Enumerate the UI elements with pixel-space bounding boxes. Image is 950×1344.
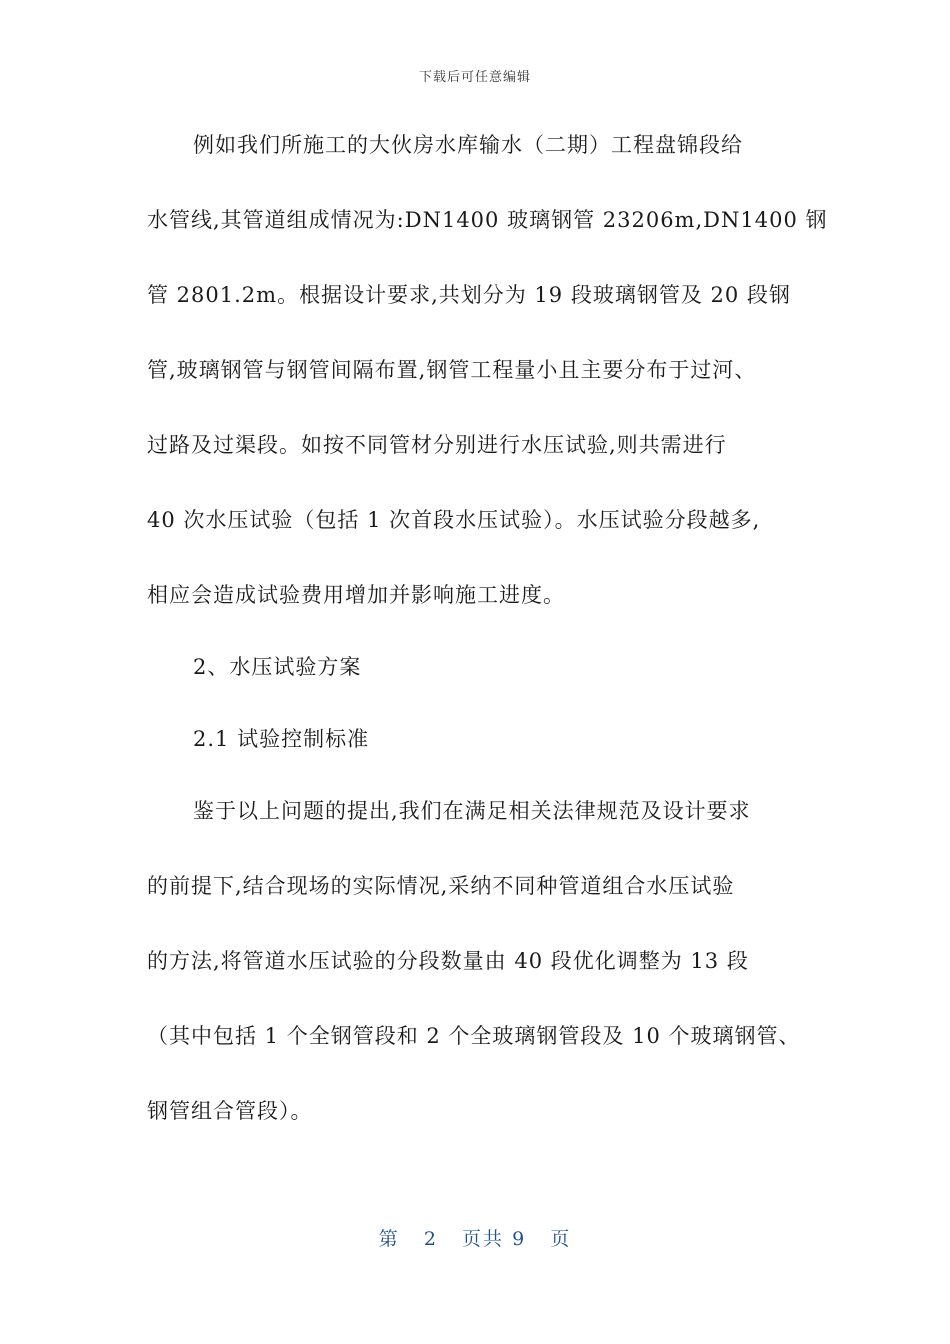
footer-suffix: 页 (550, 1228, 572, 1250)
paragraph-1-line-3: 管 2801.2m。根据设计要求,共划分为 19 段玻璃钢管及 20 段钢 (147, 283, 791, 307)
page-header-note: 下载后可任意编辑 (418, 70, 531, 85)
footer-middle: 页共 (462, 1228, 505, 1250)
footer-prefix: 第 (378, 1228, 400, 1250)
paragraph-1-line-7: 相应会造成试验费用增加并影响施工进度。 (147, 583, 565, 607)
paragraph-1-line-2: 水管线,其管道组成情况为:DN1400 玻璃钢管 23206m,DN1400 钢 (147, 208, 828, 232)
footer-total-pages: 9 (512, 1228, 527, 1250)
paragraph-2-line-5: 钢管组合管段）。 (147, 1099, 313, 1123)
page-footer (0, 1224, 950, 1251)
paragraph-1-line-5: 过路及过渠段。如按不同管材分别进行水压试验,则共需进行 (147, 433, 727, 457)
section-heading-2: 2、水压试验方案 (193, 655, 362, 679)
paragraph-2-line-2: 的前提下,结合现场的实际情况,采纳不同种管道组合水压试验 (147, 874, 735, 898)
paragraph-1-line-4: 管,玻璃钢管与钢管间隔布置,钢管工程量小且主要分布于过河、 (147, 358, 757, 382)
paragraph-2-line-1: 鉴于以上问题的提出,我们在满足相关法律规范及设计要求 (193, 799, 751, 823)
paragraph-2-line-4: （其中包括 1 个全钢管段和 2 个全玻璃钢管段及 10 个玻璃钢管、 (147, 1024, 801, 1048)
footer-page-number: 2 (423, 1228, 438, 1250)
paragraph-2-line-3: 的方法,将管道水压试验的分段数量由 40 段优化调整为 13 段 (147, 949, 749, 973)
document-body (147, 122, 828, 1163)
paragraph-1-line-6: 40 次水压试验（包括 1 次首段水压试验）。水压试验分段越多, (147, 508, 761, 532)
paragraph-1-line-1: 例如我们所施工的大伙房水库输水（二期）工程盘锦段给 (193, 133, 743, 157)
section-heading-2-1: 2.1 试验控制标准 (193, 727, 370, 751)
